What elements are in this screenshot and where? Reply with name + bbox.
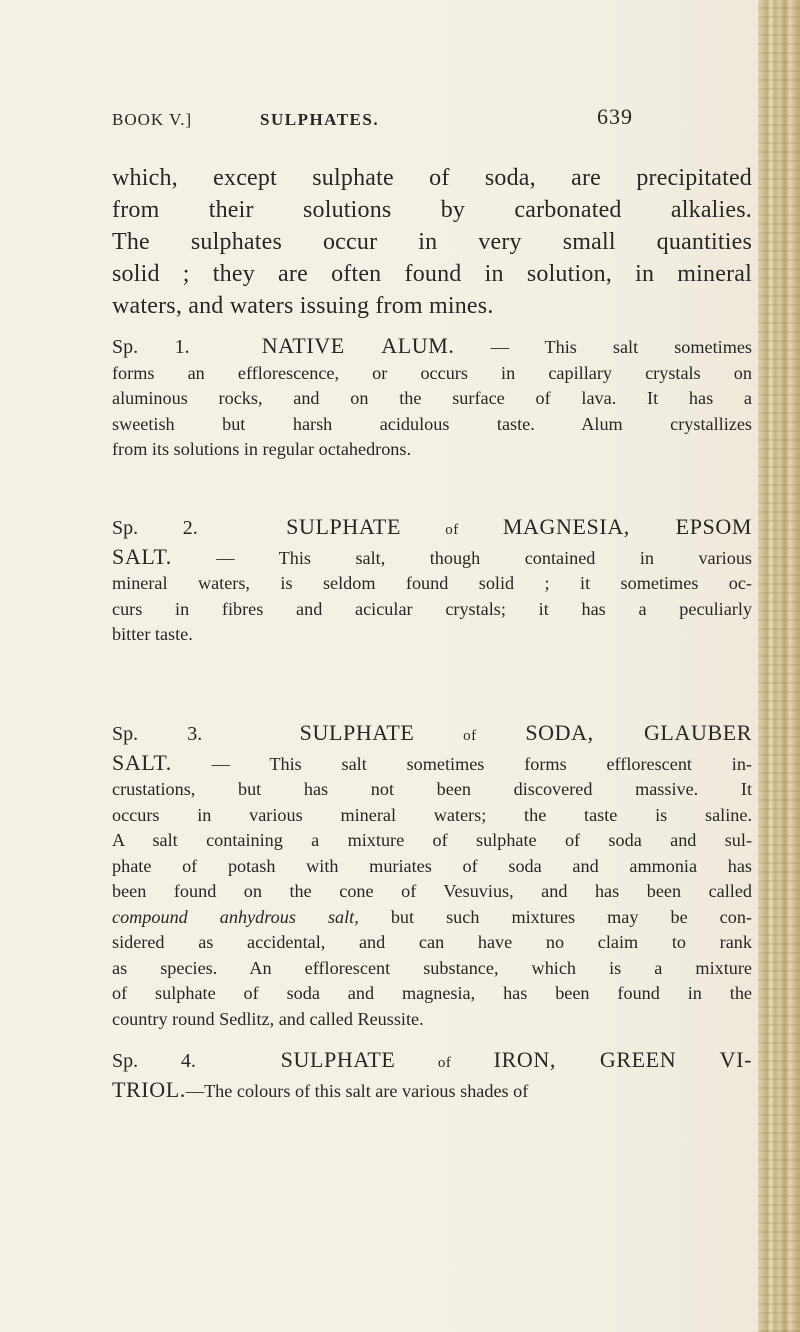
text-line: crustations, but has not been discovered massive. It <box>112 779 752 799</box>
text-line: of sulphate of soda and magnesia, has been found in the <box>112 983 752 1003</box>
text-line: which, except sulphate of soda, are precipitated <box>112 165 752 191</box>
species-name: NATIVE ALUM. <box>261 333 455 358</box>
text-line: The sulphates occur in very small quantities <box>112 229 752 255</box>
text-line: as species. An efflorescent substance, which is a mixture <box>112 957 752 978</box>
text-fragment: but such mixtures may be con- <box>358 906 752 927</box>
section-title: SULPHATES. <box>260 110 380 129</box>
text-line: occurs in various mineral waters; the taste is saline. <box>112 804 752 825</box>
species-name: SULPHATE <box>280 1047 396 1072</box>
text-line <box>112 905 752 931</box>
species-name: SODA, GLAUBER <box>525 720 753 745</box>
text-line: sweetish but harsh acidulous taste. Alum crystallizes <box>112 413 752 434</box>
species-name: SALT. <box>112 543 172 569</box>
species-name-of: of <box>463 728 477 744</box>
species-label: Sp. 1. <box>112 336 190 358</box>
text-line: forms an efflorescence, or occurs in capillary crystals on <box>112 362 752 383</box>
species-name: MAGNESIA, EPSOM <box>502 514 753 539</box>
species-heading-line <box>112 514 752 544</box>
running-head <box>112 104 672 134</box>
text-line: aluminous rocks, and on the surface of lava. It has a <box>112 388 752 408</box>
text-fragment: — This salt, though contained in various <box>171 547 752 568</box>
species-4-paragraph <box>112 1047 752 1104</box>
species-heading-line <box>112 1047 752 1077</box>
text-fragment: —The colours of this salt are various shades of <box>185 1080 529 1101</box>
text-line: solid ; they are often found in solution, in mineral <box>112 261 752 287</box>
text-fragment: — This salt sometimes <box>454 337 753 357</box>
text-line: sidered as accidental, and can have no claim to rank <box>112 932 752 952</box>
text-fragment: — This salt sometimes forms efflorescent in- <box>171 753 752 774</box>
text-line <box>112 1077 752 1105</box>
species-name: TRIOL. <box>112 1076 186 1102</box>
species-heading-line <box>112 720 752 750</box>
text-line: waters, and waters issuing from mines. <box>112 293 494 319</box>
text-line <box>112 750 752 778</box>
species-name: SULPHATE <box>286 514 401 539</box>
species-1-paragraph <box>112 333 752 463</box>
intro-paragraph <box>112 162 752 322</box>
page-number: 639 <box>597 104 633 129</box>
species-label: Sp. 3. <box>112 723 203 745</box>
species-name: IRON, GREEN VI- <box>493 1047 753 1072</box>
species-name: SULPHATE <box>299 720 415 745</box>
text-line: A salt containing a mixture of sulphate of soda and sul- <box>112 830 752 850</box>
text-line: bitter taste. <box>112 624 193 644</box>
text-line: from their solutions by carbonated alkalies. <box>112 197 752 223</box>
text-line: been found on the cone of Vesuvius, and has been called <box>112 881 752 901</box>
italic-term: compound anhydrous salt, <box>112 906 359 927</box>
text-line: country round Sedlitz, and called Reussite. <box>112 1008 424 1029</box>
binding-edge <box>758 0 800 1332</box>
text-line: phate of potash with muriates of soda and ammonia has <box>112 855 752 876</box>
species-2-paragraph <box>112 514 752 648</box>
species-label: Sp. 2. <box>112 517 198 539</box>
species-name: SALT. <box>112 749 172 775</box>
species-3-paragraph <box>112 720 752 1032</box>
species-name-of: of <box>437 1055 452 1071</box>
species-label: Sp. 4. <box>112 1050 196 1072</box>
species-name-of: of <box>445 522 459 538</box>
text-line <box>112 544 752 572</box>
text-line: curs in fibres and acicular crystals; it has a peculiarly <box>112 598 752 619</box>
text-line: from its solutions in regular octahedrons. <box>112 439 412 459</box>
book-label: BOOK V.] <box>112 110 193 129</box>
text-line: mineral waters, is seldom found solid ; it sometimes oc- <box>112 573 752 593</box>
species-heading-line <box>112 333 752 361</box>
